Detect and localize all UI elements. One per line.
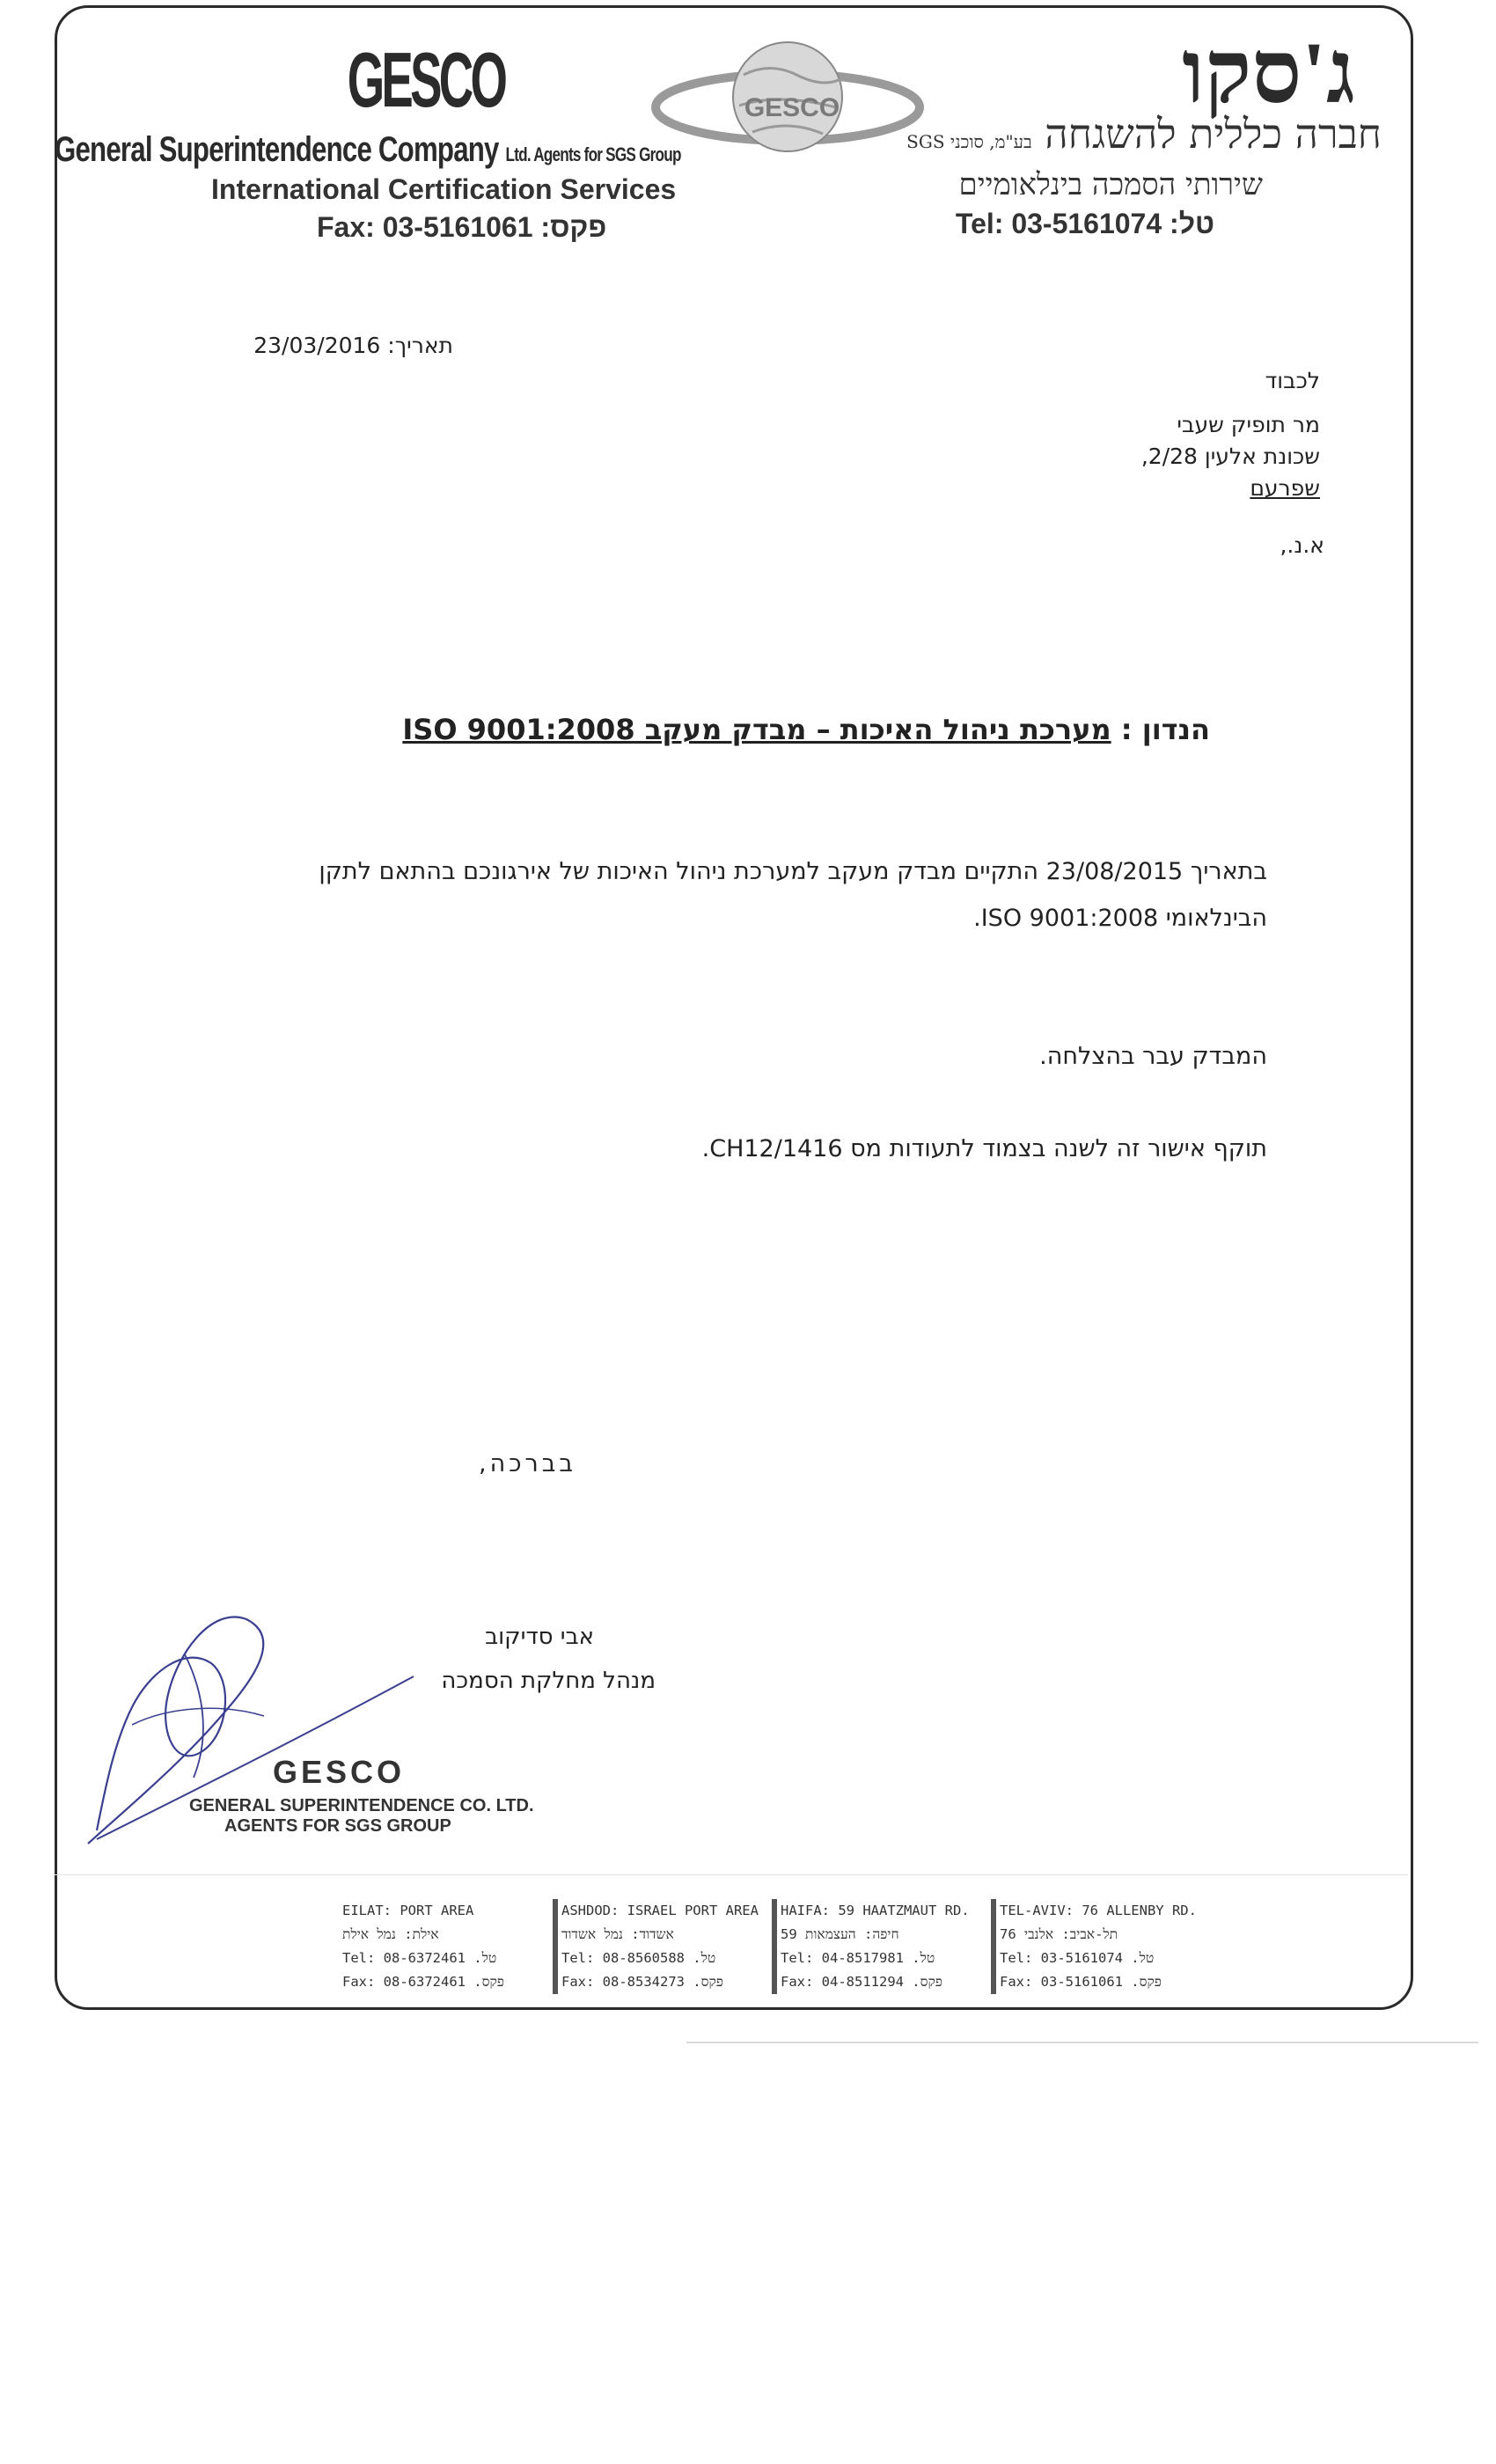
office-haifa — [772, 1899, 991, 1994]
company-name-hebrew-main: חברה כללית להשגחה — [1045, 110, 1382, 158]
stamp-name: GESCO — [273, 1754, 406, 1790]
letter-subject — [402, 713, 1210, 746]
company-name-english — [55, 130, 681, 170]
stamp-agents: AGENTS FOR SGS GROUP — [224, 1816, 451, 1836]
subject-text: מערכת ניהול האיכות – מבדק מעקב ISO 9001:2008 — [402, 713, 1111, 746]
gesco-logo-english: GESCO — [347, 36, 505, 123]
office-tel: Tel: 03-5161074 .טל — [1000, 1950, 1155, 1966]
office-address-en: TEL-AVIV: 76 ALLENBY RD. — [1000, 1903, 1197, 1918]
footer-offices — [339, 1899, 1210, 1994]
office-address-en: ASHDOD: ISRAEL PORT AREA — [561, 1903, 759, 1918]
services-english: International Certification Services — [211, 173, 677, 205]
scan-shadow-line — [686, 2042, 1478, 2043]
globe-emblem-icon — [647, 35, 928, 176]
office-eilat — [339, 1899, 553, 1994]
office-fax: Fax: 08-8534273 .פקס — [561, 1974, 723, 1990]
company-name-english-suffix: Ltd. Agents for SGS Group — [505, 143, 681, 165]
company-name-english-main: General Superintendence Company — [55, 130, 499, 169]
company-name-hebrew — [906, 110, 1382, 158]
header-tel: Tel: 03-5161074 :טל — [955, 208, 1214, 239]
office-address-he: אילת: נמל אילת — [342, 1926, 439, 1942]
office-tel-aviv — [991, 1899, 1210, 1994]
closing: בברכה, — [479, 1450, 576, 1478]
header-fax: Fax: 03-5161061 :פקס — [317, 211, 607, 243]
recipient-name: מר תופיק שעבי — [1177, 412, 1320, 437]
footer-divider — [55, 1874, 1408, 1875]
emblem-text: GESCO — [744, 93, 840, 122]
office-ashdod — [553, 1899, 772, 1994]
office-tel: Tel: 08-8560588 .טל — [561, 1950, 716, 1966]
office-fax: Fax: 04-8511294 .פקס — [781, 1974, 942, 1990]
office-address-en: EILAT: PORT AREA — [342, 1903, 474, 1918]
company-name-hebrew-suffix: בע"מ, סוכני SGS — [906, 131, 1032, 152]
recipient-label: לכבוד — [1265, 368, 1320, 393]
recipient-city: שפרעם — [1250, 475, 1320, 501]
office-address-en: HAIFA: 59 HAATZMAUT RD. — [781, 1903, 970, 1918]
paragraph-audit-line1: בתאריך 23/08/2015 התקיים מבדק מעקב למערכת ניהול האיכות של אירגונכם בהתאם לתקן — [319, 858, 1267, 885]
office-fax: Fax: 03-5161061 .פקס — [1000, 1974, 1162, 1990]
office-address-he: אשדוד: נמל אשדוד — [561, 1926, 674, 1942]
company-stamp — [189, 1754, 534, 1837]
paragraph-audit-line2: הבינלאומי ISO 9001:2008. — [973, 905, 1267, 932]
paragraph-validity: תוקף אישור זה לשנה בצמוד לתעודות מס CH12/1416. — [701, 1135, 1267, 1162]
letter-date: תאריך: 23/03/2016 — [253, 333, 453, 358]
gesco-logo-hebrew: ג'סקו — [1182, 24, 1355, 121]
greeting: א.נ., — [1280, 532, 1324, 558]
subject-prefix: הנדון : — [1111, 713, 1210, 746]
services-hebrew: שירותי הסמכה בינלאומיים — [958, 167, 1263, 202]
office-tel: Tel: 04-8517981 .טל — [781, 1950, 935, 1966]
paragraph-passed: המבדק עבר בהצלחה. — [1039, 1043, 1267, 1070]
office-address-he: תל-אביב: אלנבי 76 — [1000, 1926, 1118, 1942]
signer-name: אבי סדיקוב — [485, 1624, 594, 1650]
signer-role: מנהל מחלקת הסמכה — [441, 1668, 656, 1694]
recipient-address: שכונת אלעין 2/28, — [1140, 444, 1320, 469]
office-fax: Fax: 08-6372461 .פקס — [342, 1974, 504, 1990]
office-address-he: חיפה: העצמאות 59 — [781, 1926, 899, 1942]
stamp-company: GENERAL SUPERINTENDENCE CO. LTD. — [189, 1796, 534, 1815]
office-tel: Tel: 08-6372461 .טל — [342, 1950, 497, 1966]
